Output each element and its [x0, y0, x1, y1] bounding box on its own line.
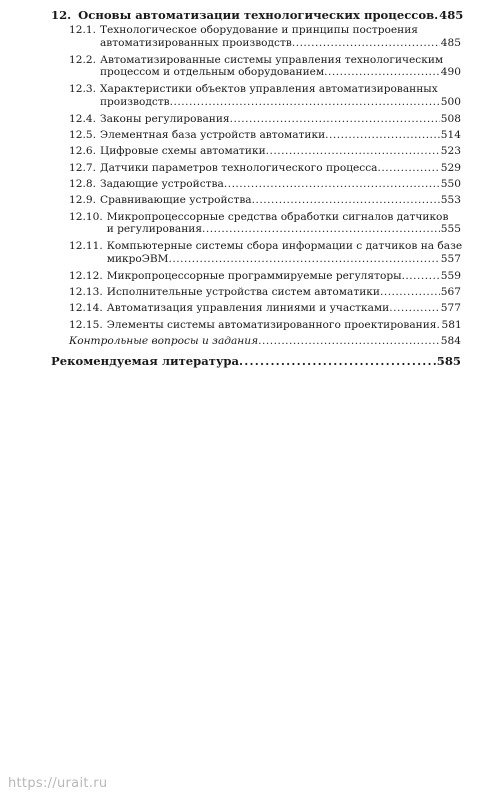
- leader-dots: [434, 8, 438, 22]
- leader-dots: [292, 37, 440, 50]
- toc-entry[interactable]: [69, 24, 461, 54]
- chapter-number: 12.: [51, 8, 72, 22]
- entry-number: 12.9.: [69, 194, 96, 207]
- entry-title: Законы регулирования: [99, 112, 230, 125]
- entry-number: 12.1.: [69, 24, 96, 36]
- chapter-heading[interactable]: [51, 8, 464, 24]
- entry-page: 529: [440, 161, 461, 174]
- toc-entry[interactable]: [69, 240, 461, 270]
- entry-number: 12.15.: [69, 318, 103, 331]
- toc-entry[interactable]: [69, 145, 461, 161]
- entry-title-line2: микроЭВМ: [106, 252, 169, 265]
- leader-dots: [169, 253, 440, 266]
- leader-dots: [324, 66, 440, 79]
- entry-number: 12.2.: [69, 53, 96, 66]
- entry-title-line1: Характеристики объектов управления автоматизированных: [99, 83, 438, 96]
- entry-number: 12.13.: [69, 286, 103, 299]
- entry-title: Сравнивающие устройства: [99, 194, 252, 207]
- entry-page: 523: [440, 145, 461, 158]
- leader-dots: [436, 319, 440, 332]
- toc-entry[interactable]: [69, 54, 461, 84]
- toc-entry[interactable]: [69, 302, 461, 318]
- chapter-title: Основы автоматизации технологических процессов: [78, 8, 435, 22]
- entry-title-line1: Автоматизированные системы управления технологическим: [99, 53, 444, 66]
- entry-title: Микропроцессорные программируемые регуляторы: [106, 269, 402, 282]
- entry-page: 555: [440, 223, 461, 236]
- entry-title: Исполнительные устройства систем автоматики: [106, 286, 380, 299]
- leader-dots: [202, 223, 440, 236]
- entry-page: 581: [441, 318, 462, 331]
- leader-dots: [230, 113, 440, 126]
- leader-dots: [239, 354, 436, 368]
- toc-entry[interactable]: [69, 178, 461, 194]
- entry-page: 500: [440, 95, 461, 108]
- entry-number: 12.4.: [69, 112, 96, 125]
- entry-title-line2: процессом и отдельным оборудованием: [99, 66, 325, 79]
- entry-number: 12.12.: [69, 269, 103, 282]
- entry-number: 12.11.: [69, 240, 103, 253]
- entry-title: Задающие устройства: [99, 177, 224, 190]
- toc-entry-literature[interactable]: [51, 354, 461, 368]
- toc-entry[interactable]: [69, 211, 461, 241]
- toc-entry[interactable]: [69, 162, 461, 178]
- entry-number: 12.7.: [69, 161, 96, 174]
- entry-number: 12.10.: [69, 210, 103, 223]
- leader-dots: [380, 286, 440, 299]
- entry-number: 12.6.: [69, 145, 96, 158]
- watermark-url: https://urait.ru: [8, 776, 108, 791]
- entry-title: Цифровые схемы автоматики: [99, 145, 266, 158]
- entry-page: 485: [440, 36, 461, 49]
- toc-entry[interactable]: [69, 270, 461, 286]
- entry-page: 553: [440, 194, 461, 207]
- entry-title-line2: автоматизированных производств: [99, 36, 292, 49]
- entry-title-line1: Микропроцессорные средства обработки сигналов датчиков: [106, 210, 449, 223]
- entry-title: Автоматизация управления линиями и участками: [106, 302, 390, 315]
- leader-dots: [224, 178, 440, 191]
- leader-dots: [258, 335, 440, 348]
- entry-page: 559: [440, 269, 461, 282]
- toc-entry[interactable]: [69, 286, 461, 302]
- entry-title-line2: производств: [99, 95, 170, 108]
- leader-dots: [325, 129, 440, 142]
- literature-page: 585: [436, 354, 461, 369]
- leader-dots: [389, 302, 440, 315]
- leader-dots: [170, 96, 440, 109]
- leader-dots: [266, 145, 440, 158]
- entry-number: 12.8.: [69, 177, 96, 190]
- toc-entry[interactable]: [69, 194, 461, 210]
- entry-page: 550: [440, 177, 461, 190]
- chapter-page: 485: [439, 8, 464, 22]
- entry-number: 12.3.: [69, 83, 96, 96]
- leader-dots: [402, 270, 440, 283]
- toc-entry[interactable]: [69, 83, 461, 113]
- entry-title: Элементы системы автоматизированного проектирования: [106, 318, 437, 331]
- entry-number: 12.5.: [69, 129, 96, 142]
- table-of-contents: [51, 8, 464, 369]
- toc-entry[interactable]: [69, 113, 461, 129]
- leader-dots: [252, 194, 440, 207]
- entry-page: 557: [440, 252, 461, 265]
- entry-page: 577: [440, 302, 461, 315]
- toc-entry-questions[interactable]: [69, 335, 461, 351]
- entry-title: Элементная база устройств автоматики: [99, 129, 326, 142]
- entry-title-line1: Компьютерные системы сбора информации с датчиков на базе: [106, 240, 463, 253]
- toc-entry[interactable]: [69, 319, 461, 335]
- entry-title-line1: Технологическое оборудование и принципы построения: [99, 24, 418, 36]
- entry-page: 567: [440, 286, 461, 299]
- questions-page: 584: [440, 334, 461, 347]
- entry-title-line2: и регулирования: [106, 223, 203, 236]
- literature-title: Рекомендуемая литература: [51, 354, 240, 369]
- toc-entry[interactable]: [69, 129, 461, 145]
- entry-number: 12.14.: [69, 302, 103, 315]
- entry-page: 508: [440, 112, 461, 125]
- leader-dots: [377, 162, 439, 175]
- entry-page: 490: [440, 66, 461, 79]
- entry-title: Датчики параметров технологического процесса: [99, 161, 378, 174]
- entry-page: 514: [440, 129, 461, 142]
- questions-title: Контрольные вопросы и задания: [69, 334, 259, 347]
